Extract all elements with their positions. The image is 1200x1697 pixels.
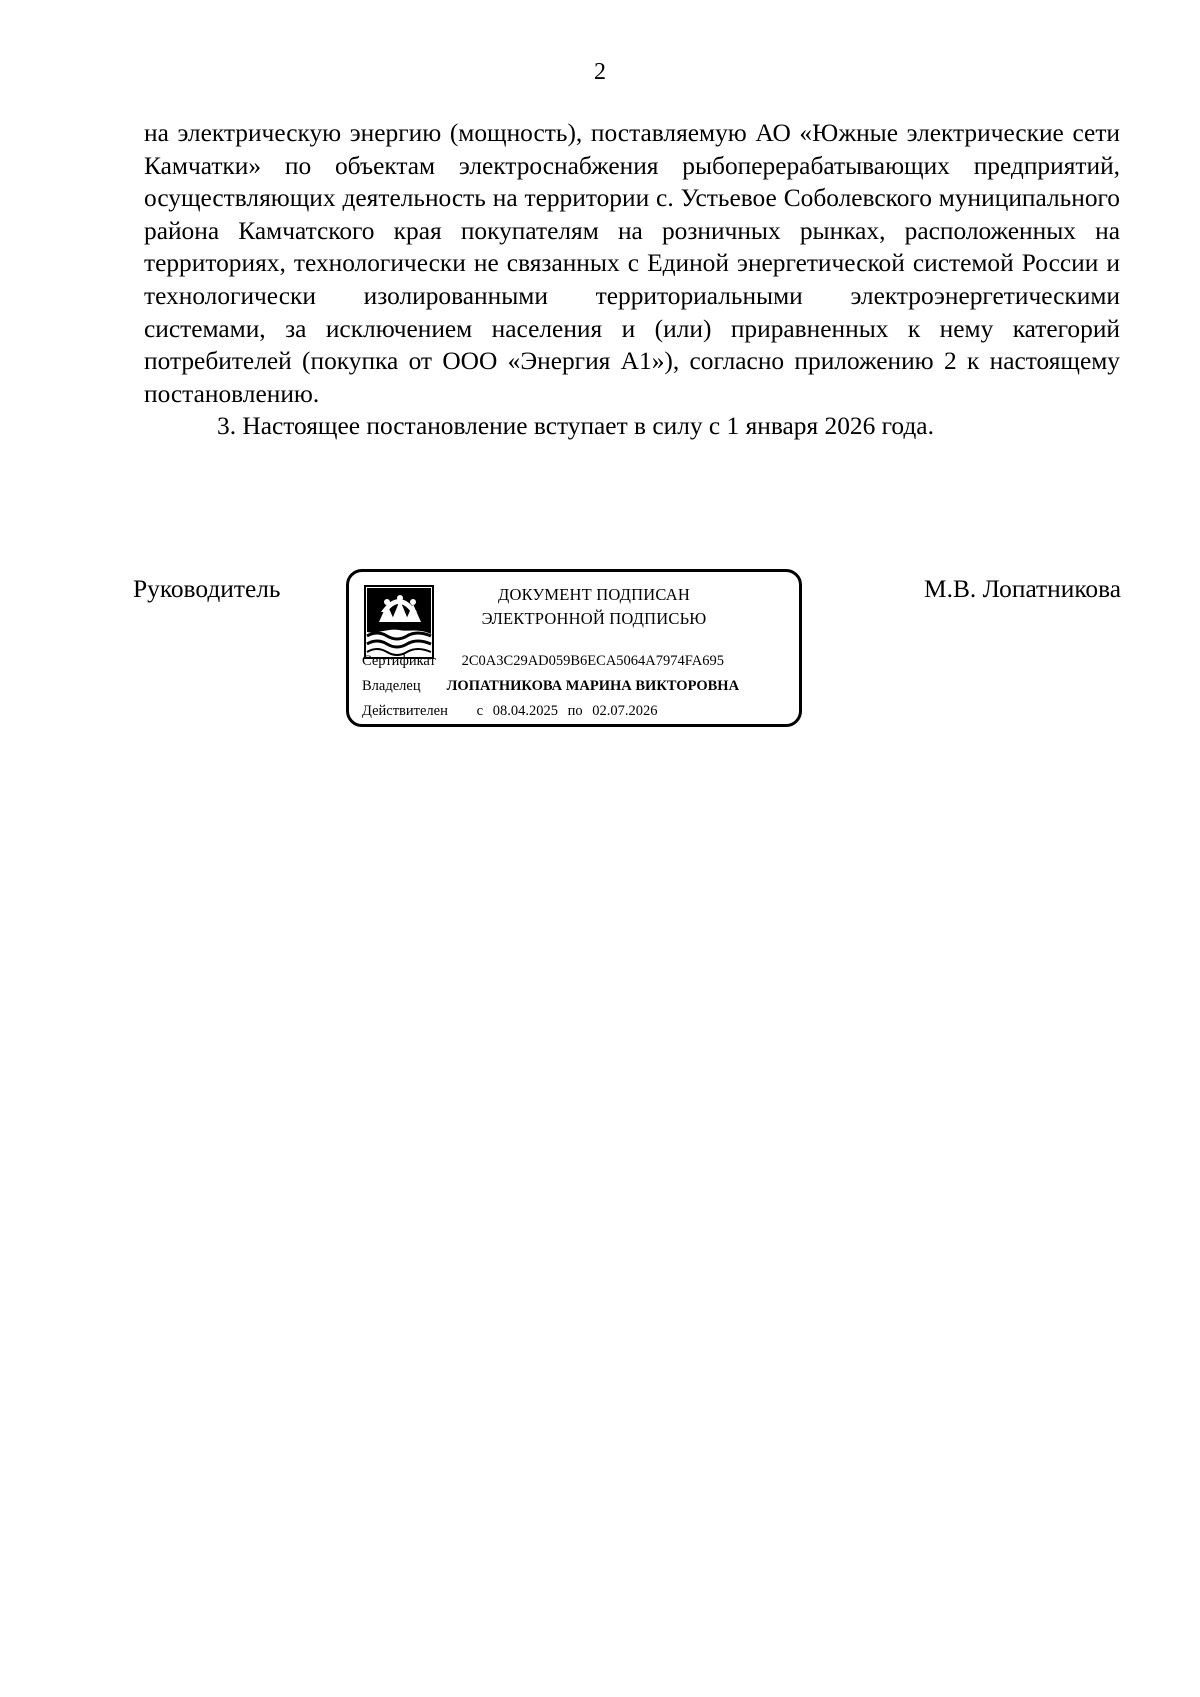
- electronic-signature-stamp: [346, 569, 802, 727]
- page-number: 2: [594, 59, 606, 85]
- signatory-position: Руководитель: [133, 575, 281, 603]
- valid-to-prefix: по: [567, 703, 583, 719]
- stamp-owner-row: [362, 677, 739, 695]
- continued-paragraph: на электрическую энергию (мощность), поставляемую АО «Южные электрические сети Камчатки» по объектам электроснабжения рыбоперерабатывающих предприятий, осуществляющих деятельность на территории с. Устьевое Соболевского муниципального района Камчатского края покупателям на розничных рынках, расположенных на территориях, технологически не связанных с Единой энергетической системой России и технологически изолированными территориальными электроэнергетическими системами, за исключением населения и (или) приравненных к нему категорий потребителей (покупка от ООО «Энергия А1»), согласно приложению 2 к настоящему постановлению.: [144, 119, 1120, 408]
- document-body: [144, 117, 1120, 443]
- valid-from-prefix: с: [476, 703, 484, 719]
- signatory-name: М.В. Лопатникова: [924, 575, 1121, 603]
- stamp-title: [449, 583, 739, 631]
- stamp-validity-row: [362, 702, 657, 720]
- paragraph-item-3: 3. Настоящее постановление вступает в силу с 1 января 2026 года.: [217, 412, 934, 441]
- certificate-label: Сертификат: [362, 653, 436, 669]
- valid-label: Действителен: [362, 703, 448, 719]
- stamp-title-line-1: ДОКУМЕНТ ПОДПИСАН: [498, 585, 690, 604]
- owner-value: ЛОПАТНИКОВА МАРИНА ВИКТОРОВНА: [446, 678, 740, 694]
- kamchatka-coat-of-arms-icon: [363, 582, 437, 660]
- certificate-value: 2C0A3C29AD059B6ECA5064A7974FA695: [461, 653, 724, 669]
- stamp-title-line-2: ЭЛЕКТРОННОЙ ПОДПИСЬЮ: [481, 609, 707, 628]
- valid-to-date: 02.07.2026: [592, 703, 658, 719]
- valid-from-date: 08.04.2025: [492, 703, 558, 719]
- stamp-certificate-row: [362, 652, 724, 670]
- owner-label: Владелец: [362, 678, 421, 694]
